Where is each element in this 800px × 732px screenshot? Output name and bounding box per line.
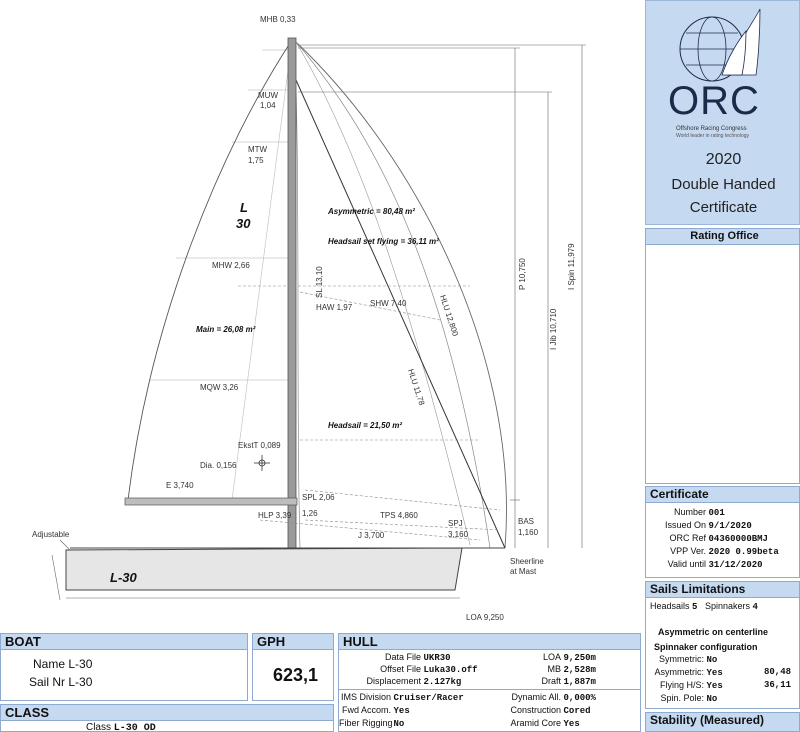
- orc-tagline: Offshore Racing Congress: [676, 126, 747, 132]
- cert-issued-value: 9/1/2020: [708, 521, 752, 531]
- asym-note: Asymmetric on centerline: [658, 627, 769, 637]
- cert-type: Double Handed: [671, 176, 776, 193]
- ispin-label: I Spin 11,979: [567, 243, 576, 290]
- fiber-rigging-value: No: [393, 719, 405, 729]
- asymmetric-area: 80,48: [764, 667, 792, 677]
- mb-key: MB: [547, 664, 561, 674]
- cert-year: 2020: [705, 151, 742, 168]
- fwd-accom-key: Fwd Accom.: [341, 705, 391, 715]
- cert-vpp-value: 2020 0.99beta: [708, 547, 779, 557]
- rating-office-box: [645, 244, 800, 484]
- class-box: [0, 720, 334, 732]
- p-label: P 10,750: [518, 258, 527, 290]
- spj-label: SPJ: [448, 519, 463, 528]
- flying-hs-area: 36,11: [764, 680, 792, 690]
- cert-ref-key: ORC Ref: [669, 533, 706, 543]
- asym-area-label: Asymmetric = 80,48 m²: [328, 207, 415, 216]
- aramid-core-key: Aramid Core: [510, 718, 561, 728]
- haw-label: HAW 1,97: [316, 303, 353, 312]
- hs-flying-label: Headsail set flying = 36,11 m²: [328, 237, 439, 246]
- spl-label: SPL 2,06: [302, 493, 335, 502]
- sheerline-label: Sheerline: [510, 557, 544, 566]
- spinnakers-key: Spinnakers: [704, 601, 750, 611]
- ims-division-key: IMS Division: [340, 692, 391, 702]
- hull-box: [338, 649, 641, 732]
- tps-label: TPS 4,860: [380, 511, 418, 520]
- hull-name-label: L-30: [110, 570, 137, 585]
- draft-value: 1,887m: [563, 677, 596, 687]
- construction-key: Construction: [510, 705, 561, 715]
- main-area-label: Main = 26,08 m²: [196, 325, 256, 334]
- sail-nr-value: L-30: [68, 675, 93, 689]
- j-label: J 3,700: [358, 531, 385, 540]
- cert-number-key: Number: [673, 507, 706, 517]
- gph-header: GPH: [252, 633, 334, 650]
- cert-kind: Certificate: [689, 199, 758, 216]
- bas-value: 1,160: [518, 528, 539, 537]
- flying-hs-value: Yes: [706, 681, 723, 691]
- shw-label: SHW 7,40: [370, 299, 407, 308]
- forestay: [296, 80, 505, 548]
- sails-limitations-box: [645, 597, 800, 709]
- stability-header: Stability (Measured): [645, 712, 800, 732]
- headsails-key: Headsails: [650, 601, 690, 611]
- dynamic-all-value: 0,000%: [563, 693, 596, 703]
- sails-limitations-header: Sails Limitations: [645, 581, 800, 598]
- certificate-header: Certificate: [645, 486, 800, 503]
- cert-valid-value: 31/12/2020: [708, 560, 763, 570]
- mb-value: 2,528m: [563, 665, 596, 675]
- orc-globe-icon: [664, 5, 784, 85]
- mqw-label: MQW 3,26: [200, 383, 239, 392]
- orc-tagline-sub: World leader in rating technology: [676, 133, 750, 139]
- hull-header: HULL: [338, 633, 641, 650]
- fwd-accom-value: Yes: [393, 706, 410, 716]
- headsails-value: 5: [692, 602, 698, 612]
- orc-header-panel: [645, 0, 800, 225]
- offset-file-value: Luka30.off: [423, 665, 478, 675]
- spin-pole-key: Spin. Pole:: [660, 693, 704, 703]
- hlp-label: HLP 3,39: [258, 511, 292, 520]
- spinnaker-leech: [296, 42, 506, 548]
- ekst-label: EkstT 0,089: [238, 441, 281, 450]
- fiber-rigging-key: Fiber Rigging: [339, 718, 393, 728]
- ekst-marker: [254, 455, 270, 471]
- hlu1-label: HLU 12,800: [438, 293, 460, 338]
- mtw-value: 1,75: [248, 156, 264, 165]
- muw-label: MUW: [258, 91, 278, 100]
- loa-key: LOA: [542, 652, 561, 662]
- displacement-value: 2.127kg: [423, 677, 462, 687]
- boat-code-30: 30: [236, 216, 251, 231]
- spinnakers-value: 4: [752, 602, 758, 612]
- loa-value: 9,250m: [563, 653, 596, 663]
- cert-vpp-key: VPP Ver.: [670, 546, 706, 556]
- hull-divider: [339, 689, 641, 690]
- rating-office-header: Rating Office: [645, 228, 800, 245]
- adjustable-label: Adjustable: [32, 530, 70, 539]
- bas-label: BAS: [518, 517, 535, 526]
- boat-header: BOAT: [0, 633, 248, 650]
- class-value: L-30 OD: [113, 723, 156, 732]
- construction-value: Cored: [563, 706, 591, 716]
- boat-box: [0, 649, 248, 701]
- sheerline-sub-label: at Mast: [510, 567, 537, 576]
- certificate-box: [645, 502, 800, 578]
- mtw-label: MTW: [248, 145, 268, 154]
- ijib-label: I Jib 10,710: [549, 308, 558, 350]
- gph-box: [252, 649, 334, 701]
- cert-ref-value: 04360000BMJ: [708, 534, 768, 544]
- spin-pole-value: No: [706, 694, 718, 704]
- hlu2-label: HLU 11,78: [406, 367, 427, 407]
- class-header: CLASS: [0, 704, 334, 721]
- spin-config-title: Spinnaker configuration: [654, 642, 758, 652]
- cert-issued-key: Issued On: [664, 520, 706, 530]
- dynamic-all-key: Dynamic All.: [511, 692, 561, 702]
- asymmetric-value: Yes: [706, 668, 723, 678]
- asymmetric-key: Asymmetric:: [654, 667, 704, 677]
- aramid-core-value: Yes: [563, 719, 580, 729]
- sail-nr-key: Sail Nr: [28, 675, 65, 689]
- ims-division-value: Cruiser/Racer: [393, 693, 464, 703]
- spj-value: 3,160: [448, 530, 469, 539]
- mhw-label: MHW 2,66: [212, 261, 250, 270]
- muw-value: 1,04: [260, 101, 276, 110]
- symmetric-key: Symmetric:: [659, 654, 704, 664]
- cert-number-value: 001: [708, 508, 725, 518]
- symmetric-value: No: [706, 655, 718, 665]
- flying-hs-key: Flying H/S:: [659, 680, 704, 690]
- data-file-value: UKR30: [423, 653, 451, 663]
- orc-logo-text: ORC: [668, 79, 760, 123]
- dia-label: Dia. 0,156: [200, 461, 237, 470]
- cert-valid-key: Valid until: [667, 559, 706, 569]
- sl-label: SL 13,10: [315, 266, 324, 298]
- class-key: Class: [85, 722, 111, 732]
- boat-name-key: Name: [32, 657, 65, 671]
- boom: [125, 498, 297, 505]
- mast: [288, 38, 296, 548]
- displacement-key: Displacement: [366, 676, 421, 686]
- headsail-area-label: Headsail = 21,50 m²: [328, 421, 403, 430]
- v-label: 1,26: [302, 509, 318, 518]
- e-label: E 3,740: [166, 481, 194, 490]
- gph-value: 623,1: [273, 665, 319, 685]
- offset-file-key: Offset File: [380, 664, 421, 674]
- draft-key: Draft: [541, 676, 561, 686]
- data-file-key: Data File: [384, 652, 421, 662]
- mhb-label: MHB 0,33: [260, 15, 296, 24]
- boat-name-value: L-30: [68, 657, 93, 671]
- loa-label: LOA 9,250: [466, 613, 504, 622]
- boat-code-l: L: [240, 200, 248, 215]
